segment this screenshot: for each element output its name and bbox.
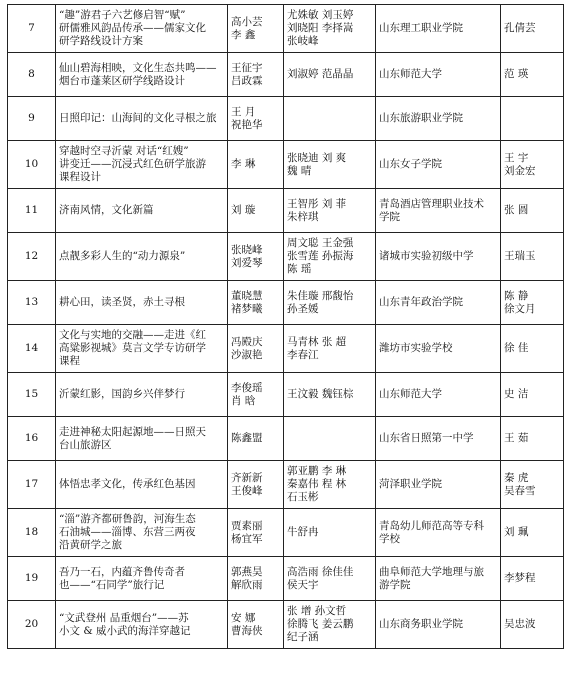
school-name-line: 山东青年政治学院 bbox=[379, 296, 463, 308]
team-members-line: 纪子涵 bbox=[287, 631, 319, 643]
row-number-cell bbox=[8, 281, 56, 325]
project-title-line: 穿越时空寻沂蒙 对话“红嫂” bbox=[59, 145, 189, 157]
team-leader-cell bbox=[228, 325, 284, 373]
school-name-line: 山东女子学院 bbox=[379, 158, 442, 170]
project-title-line: “文武登州 品重烟台”——苏 bbox=[59, 611, 189, 624]
row-number: 7 bbox=[28, 22, 35, 34]
row-number: 16 bbox=[24, 432, 39, 444]
project-title-cell bbox=[56, 373, 228, 417]
project-title-line: 讲变迁——沉浸式红色研学旅游 bbox=[59, 158, 206, 170]
team-members-cell bbox=[284, 557, 376, 601]
team-leader-cell bbox=[228, 461, 284, 509]
project-title-cell bbox=[56, 509, 228, 557]
project-title-line: 小文 & 威小武的海洋穿越记 bbox=[59, 624, 191, 637]
project-title-cell bbox=[56, 53, 228, 97]
project-title-line: 日照印记：山海间的文化寻根之旅 bbox=[59, 112, 217, 124]
advisor-teacher-cell bbox=[501, 97, 564, 141]
school-name-line: 山东师范大学 bbox=[379, 68, 442, 80]
school-name-cell bbox=[376, 53, 501, 97]
team-leader-cell bbox=[228, 5, 284, 53]
team-members-line: 王智彤 刘 菲 bbox=[287, 197, 347, 210]
team-members-cell bbox=[284, 5, 376, 53]
advisor-teacher-cell bbox=[501, 141, 564, 189]
row-number: 19 bbox=[24, 572, 39, 584]
team-leader-line: 贾素丽 bbox=[231, 519, 263, 532]
team-members-line: 高浩雨 徐佳佳 bbox=[287, 565, 354, 578]
school-name-cell bbox=[376, 509, 501, 557]
row-number: 20 bbox=[24, 618, 39, 630]
advisor-teacher-cell bbox=[501, 233, 564, 281]
project-title-line: 烟台市蓬莱区研学线路设计 bbox=[59, 74, 185, 87]
table-row bbox=[8, 97, 564, 141]
row-number-cell bbox=[8, 189, 56, 233]
team-leader-line: 齐新新 bbox=[231, 471, 263, 484]
advisor-teacher-line: 徐 佳 bbox=[504, 342, 529, 354]
project-title-cell bbox=[56, 97, 228, 141]
school-name-cell bbox=[376, 189, 501, 233]
project-title-cell bbox=[56, 189, 228, 233]
team-leader-line: 李 鑫 bbox=[231, 28, 256, 41]
team-members-line: 张 增 孙文哲 bbox=[287, 605, 347, 617]
team-leader-line: 王 月 bbox=[231, 105, 256, 118]
row-number-cell bbox=[8, 141, 56, 189]
row-number: 9 bbox=[28, 112, 35, 124]
project-title-line: 耕心田，读圣贤，赤土寻根 bbox=[59, 296, 185, 308]
advisor-teacher-line: 徐文月 bbox=[504, 302, 536, 315]
team-leader-line: 曹海侠 bbox=[231, 624, 263, 637]
project-title-cell bbox=[56, 325, 228, 373]
school-name-line: 山东商务职业学院 bbox=[379, 618, 463, 630]
school-name-cell bbox=[376, 5, 501, 53]
row-number-cell bbox=[8, 5, 56, 53]
table-row bbox=[8, 141, 564, 189]
team-members-line: 刘晓阳 李择嵩 bbox=[287, 22, 354, 34]
project-title-line: 课程设计 bbox=[59, 171, 101, 183]
team-members-line: 尤姝敏 刘玉婷 bbox=[287, 9, 354, 21]
team-members-cell bbox=[284, 97, 376, 141]
project-title-cell bbox=[56, 233, 228, 281]
team-leader-cell bbox=[228, 233, 284, 281]
project-title-cell bbox=[56, 601, 228, 649]
row-number-cell bbox=[8, 417, 56, 461]
advisor-teacher-cell bbox=[501, 509, 564, 557]
project-title-line: “淄”游齐都研鲁韵，河海生态 bbox=[59, 513, 196, 525]
team-leader-cell bbox=[228, 281, 284, 325]
table-row bbox=[8, 601, 564, 649]
advisor-teacher-line: 刘金宏 bbox=[504, 164, 536, 177]
advisor-teacher-cell bbox=[501, 5, 564, 53]
school-name-cell bbox=[376, 601, 501, 649]
team-leader-line: 安 娜 bbox=[231, 611, 256, 624]
advisor-teacher-line: 张 圆 bbox=[504, 204, 529, 216]
advisor-teacher-line: 史 洁 bbox=[504, 388, 529, 400]
team-members-line: 徐腾飞 姜云鹏 bbox=[287, 618, 354, 630]
row-number-cell bbox=[8, 97, 56, 141]
team-members-line: 张晓迪 刘 爽 bbox=[287, 151, 347, 164]
advisor-teacher-cell bbox=[501, 557, 564, 601]
school-name-cell bbox=[376, 97, 501, 141]
team-leader-cell bbox=[228, 373, 284, 417]
team-members-cell bbox=[284, 461, 376, 509]
row-number: 14 bbox=[24, 342, 39, 354]
project-table bbox=[7, 4, 564, 649]
school-name-line: 山东理工职业学院 bbox=[379, 22, 463, 34]
project-title-line: 沿黄研学之旅 bbox=[59, 539, 122, 551]
table-row bbox=[8, 509, 564, 557]
school-name-line: 学校 bbox=[379, 532, 400, 545]
project-title-line: “趣”游君子六艺修启智“赋” bbox=[59, 9, 186, 21]
project-title-line: 研儒雅风韵品传承——儒家文化 bbox=[59, 22, 206, 34]
school-name-cell bbox=[376, 325, 501, 373]
team-members-line: 马青林 张 超 bbox=[287, 335, 347, 348]
advisor-teacher-cell bbox=[501, 325, 564, 373]
project-title-line: 台山旅游区 bbox=[59, 438, 112, 451]
row-number: 15 bbox=[24, 388, 39, 400]
row-number: 11 bbox=[24, 204, 39, 216]
team-leader-line: 刘 璇 bbox=[231, 204, 256, 216]
table-row bbox=[8, 325, 564, 373]
team-leader-cell bbox=[228, 141, 284, 189]
project-title-cell bbox=[56, 141, 228, 189]
team-members-line: 张岐峰 bbox=[287, 35, 319, 47]
advisor-teacher-line: 刘 珮 bbox=[504, 526, 529, 538]
team-leader-cell bbox=[228, 509, 284, 557]
school-name-line: 潍坊市实验学校 bbox=[379, 342, 453, 354]
row-number: 10 bbox=[24, 158, 39, 170]
team-leader-cell bbox=[228, 189, 284, 233]
team-leader-line: 刘爱琴 bbox=[231, 256, 263, 269]
team-members-cell bbox=[284, 53, 376, 97]
team-members-line: 石玉彬 bbox=[287, 491, 319, 503]
school-name-cell bbox=[376, 281, 501, 325]
project-title-line: 石油城——淄博、东营三两夜 bbox=[59, 526, 196, 538]
school-name-cell bbox=[376, 461, 501, 509]
project-title-cell bbox=[56, 557, 228, 601]
team-members-line: 李春江 bbox=[287, 348, 319, 361]
team-leader-cell bbox=[228, 557, 284, 601]
project-title-line: 仙山碧海相映，文化生态共鸣—— bbox=[59, 61, 217, 74]
row-number: 13 bbox=[24, 296, 39, 308]
school-name-line: 游学院 bbox=[379, 578, 411, 591]
advisor-teacher-line: 王 宇 bbox=[504, 151, 529, 164]
team-members-cell bbox=[284, 417, 376, 461]
team-members-line: 刘淑婷 范晶晶 bbox=[287, 68, 354, 80]
team-leader-line: 褚梦曦 bbox=[231, 302, 263, 315]
team-members-line: 秦嘉伟 程 林 bbox=[287, 478, 347, 490]
school-name-line: 曲阜师范大学地理与旅 bbox=[379, 565, 484, 578]
table-body bbox=[8, 5, 564, 649]
table-row bbox=[8, 281, 564, 325]
table-row bbox=[8, 461, 564, 509]
team-leader-line: 陈鑫盟 bbox=[231, 432, 263, 444]
school-name-cell bbox=[376, 417, 501, 461]
row-number-cell bbox=[8, 53, 56, 97]
school-name-line: 青岛酒店管理职业技术 bbox=[379, 197, 484, 210]
team-leader-line: 王俊峰 bbox=[231, 484, 263, 497]
team-members-line: 朱梓琪 bbox=[287, 210, 319, 223]
advisor-teacher-cell bbox=[501, 417, 564, 461]
team-leader-cell bbox=[228, 601, 284, 649]
team-leader-line: 杨宜军 bbox=[231, 532, 263, 545]
team-leader-line: 高小芸 bbox=[231, 15, 263, 28]
team-members-cell bbox=[284, 373, 376, 417]
project-title-line: 也——“石同学”旅行记 bbox=[59, 578, 165, 591]
team-members-line: 牛舒冉 bbox=[287, 526, 319, 538]
row-number: 8 bbox=[28, 68, 35, 80]
team-leader-line: 沙淑艳 bbox=[231, 348, 263, 361]
advisor-teacher-line: 王瑞玉 bbox=[504, 250, 536, 262]
row-number: 12 bbox=[24, 250, 39, 262]
school-name-line: 学院 bbox=[379, 210, 400, 223]
project-title-line: 济南风情，文化新篇 bbox=[59, 204, 154, 216]
team-leader-line: 祝艳华 bbox=[231, 118, 263, 131]
team-leader-line: 张晓峰 bbox=[231, 243, 263, 256]
advisor-teacher-line: 陈 静 bbox=[504, 289, 529, 302]
school-name-cell bbox=[376, 557, 501, 601]
project-title-line: 点靓多彩人生的“动力源泉” bbox=[59, 250, 186, 262]
project-title-cell bbox=[56, 417, 228, 461]
row-number: 17 bbox=[24, 478, 39, 490]
row-number-cell bbox=[8, 601, 56, 649]
project-title-line: 吾乃一石，内蕴齐鲁传奇者 bbox=[59, 565, 185, 578]
advisor-teacher-cell bbox=[501, 53, 564, 97]
team-members-cell bbox=[284, 601, 376, 649]
advisor-teacher-line: 吴春雪 bbox=[504, 484, 536, 497]
advisor-teacher-line: 孔倩芸 bbox=[504, 22, 536, 34]
school-name-line: 山东旅游职业学院 bbox=[379, 112, 463, 124]
advisor-teacher-cell bbox=[501, 189, 564, 233]
advisor-teacher-line: 范 瑛 bbox=[504, 68, 529, 80]
project-title-cell bbox=[56, 461, 228, 509]
project-title-line: 高粱影视城》莫言文学专访研学 bbox=[59, 342, 206, 354]
advisor-teacher-cell bbox=[501, 373, 564, 417]
row-number-cell bbox=[8, 509, 56, 557]
team-members-line: 孙圣媛 bbox=[287, 302, 319, 315]
advisor-teacher-cell bbox=[501, 601, 564, 649]
team-members-line: 朱佳璇 邢馥怡 bbox=[287, 289, 354, 302]
team-members-line: 周文聪 王金强 bbox=[287, 237, 354, 249]
team-leader-line: 郭燕昊 bbox=[231, 565, 263, 578]
school-name-line: 诸城市实验初级中学 bbox=[379, 250, 474, 262]
team-members-cell bbox=[284, 509, 376, 557]
table-row bbox=[8, 417, 564, 461]
advisor-teacher-line: 王 茹 bbox=[504, 432, 529, 444]
team-leader-line: 李 琳 bbox=[231, 158, 256, 170]
row-number-cell bbox=[8, 325, 56, 373]
team-leader-line: 解欣雨 bbox=[231, 578, 263, 591]
team-members-cell bbox=[284, 189, 376, 233]
school-name-line: 山东省日照第一中学 bbox=[379, 432, 474, 444]
team-leader-line: 肖 晗 bbox=[231, 394, 256, 407]
row-number-cell bbox=[8, 557, 56, 601]
project-title-line: 文化与实地的交融——走进《红 bbox=[59, 329, 206, 341]
table-row bbox=[8, 5, 564, 53]
team-members-line: 郭亚鹏 李 琳 bbox=[287, 465, 347, 477]
row-number-cell bbox=[8, 373, 56, 417]
project-title-line: 体悟忠孝文化，传承红色基因 bbox=[59, 478, 196, 490]
table-row bbox=[8, 233, 564, 281]
team-leader-line: 董晓慧 bbox=[231, 289, 263, 302]
row-number-cell bbox=[8, 233, 56, 281]
project-title-line: 课程 bbox=[59, 355, 80, 367]
team-members-line: 侯天宇 bbox=[287, 578, 319, 591]
project-title-line: 走进神秘太阳起源地——日照天 bbox=[59, 425, 206, 438]
team-leader-cell bbox=[228, 417, 284, 461]
table-row bbox=[8, 373, 564, 417]
school-name-line: 菏泽职业学院 bbox=[379, 478, 442, 490]
advisor-teacher-line: 李梦程 bbox=[504, 572, 536, 584]
advisor-teacher-line: 吴忠波 bbox=[504, 618, 536, 630]
team-leader-line: 冯殿庆 bbox=[231, 335, 263, 348]
project-title-line: 沂蒙红影，国韵乡兴伴梦行 bbox=[59, 388, 185, 400]
row-number: 18 bbox=[24, 526, 39, 538]
team-leader-cell bbox=[228, 97, 284, 141]
team-members-cell bbox=[284, 141, 376, 189]
table-row bbox=[8, 557, 564, 601]
table-row bbox=[8, 189, 564, 233]
school-name-cell bbox=[376, 141, 501, 189]
team-members-cell bbox=[284, 281, 376, 325]
team-members-cell bbox=[284, 233, 376, 281]
school-name-line: 山东师范大学 bbox=[379, 388, 442, 400]
team-leader-cell bbox=[228, 53, 284, 97]
school-name-cell bbox=[376, 233, 501, 281]
school-name-cell bbox=[376, 373, 501, 417]
advisor-teacher-cell bbox=[501, 461, 564, 509]
team-members-line: 陈 瑶 bbox=[287, 263, 312, 275]
team-leader-line: 王征宇 bbox=[231, 61, 263, 74]
team-leader-line: 李俊瑶 bbox=[231, 381, 263, 394]
school-name-line: 青岛幼儿师范高等专科 bbox=[379, 519, 484, 532]
row-number-cell bbox=[8, 461, 56, 509]
team-members-line: 张雪莲 孙振海 bbox=[287, 250, 354, 262]
team-members-cell bbox=[284, 325, 376, 373]
advisor-teacher-cell bbox=[501, 281, 564, 325]
table-row bbox=[8, 53, 564, 97]
team-members-line: 魏 晴 bbox=[287, 164, 312, 177]
team-members-line: 王汶毅 魏钰棕 bbox=[287, 388, 354, 400]
project-title-cell bbox=[56, 281, 228, 325]
project-title-cell bbox=[56, 5, 228, 53]
project-title-line: 研学路线设计方案 bbox=[59, 35, 143, 47]
advisor-teacher-line: 秦 虎 bbox=[504, 471, 529, 484]
team-leader-line: 吕政霖 bbox=[231, 74, 263, 87]
